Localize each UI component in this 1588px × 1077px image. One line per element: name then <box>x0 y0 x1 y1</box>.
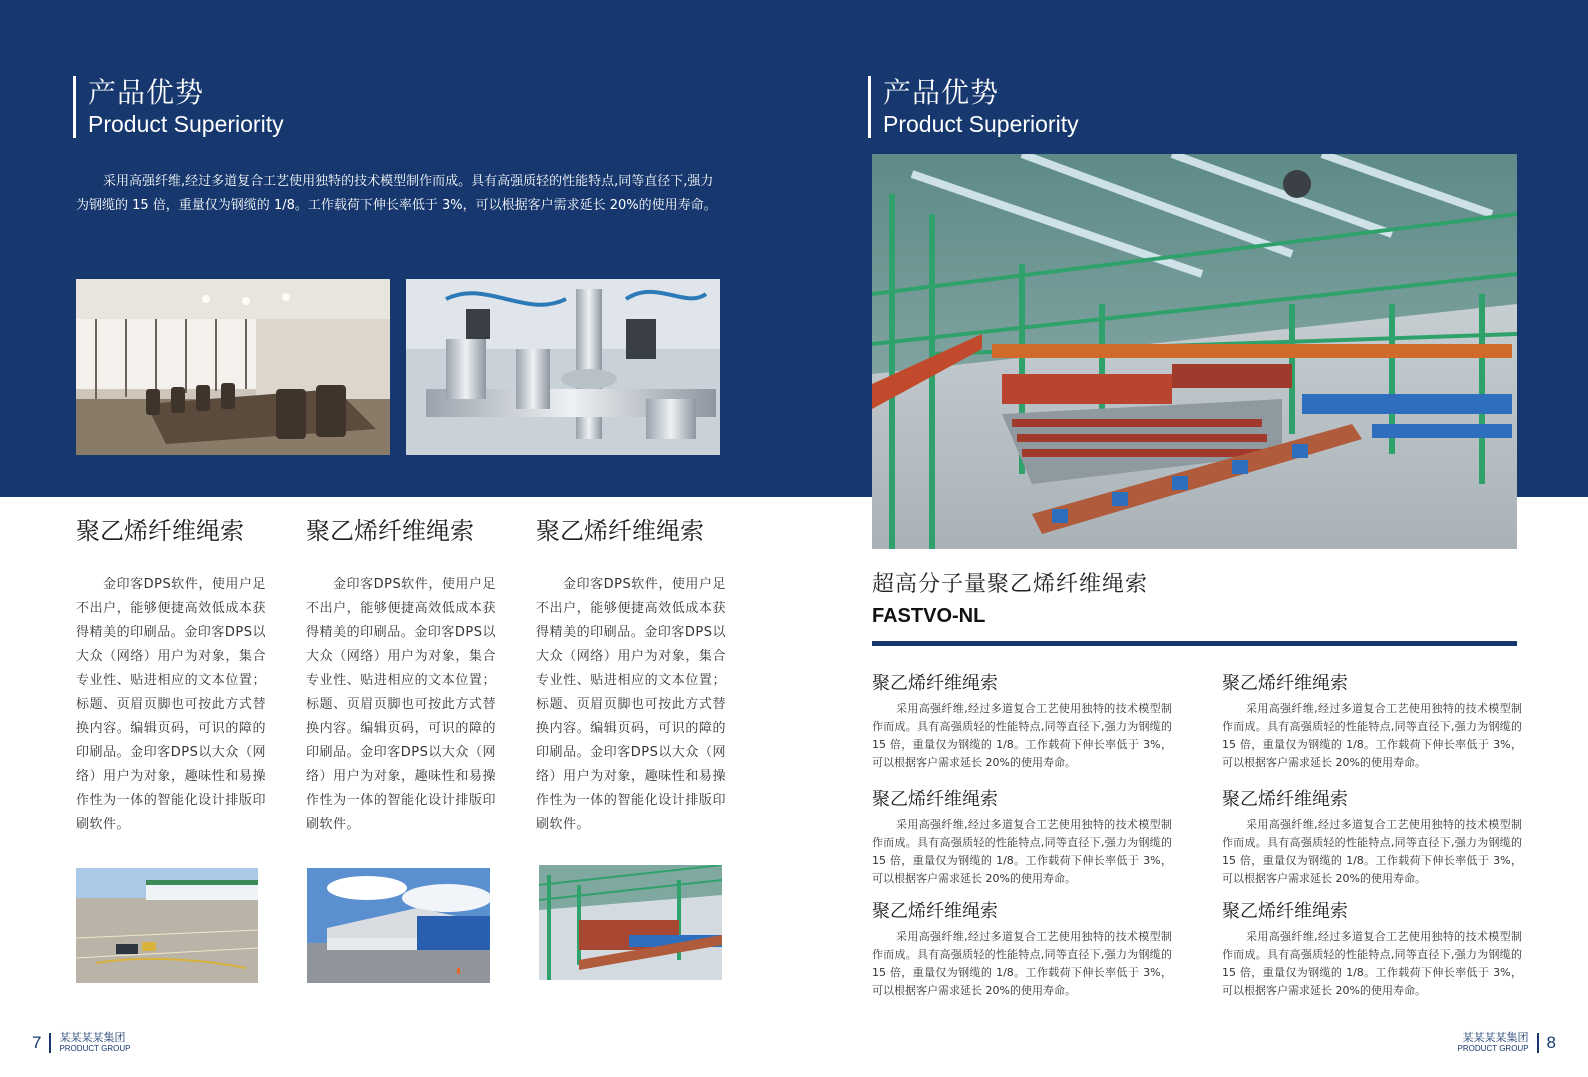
column-body: 金印客DPS软件，使用户足不出户，能够便捷高效低成本获得精美的印刷品。金印客DPS以大众（网络）用户为对象，集合专业性、贴进相应的文本位置；标题、页眉页脚也可按此方式替换内容。编辑页码，可识的障的印刷品。金印客DPS以大众（网络）用户为对象，趣味性和易操作性为一体的智能化设计排版印刷软件。 <box>536 577 726 832</box>
feature-heading: 聚乙烯纤维绳索 <box>1222 901 1348 922</box>
factory-thumbnail <box>539 865 722 980</box>
feature-heading: 聚乙烯纤维绳索 <box>872 901 998 922</box>
factory-main-photo <box>872 154 1517 549</box>
feature-block <box>872 788 1172 888</box>
feature-block <box>872 900 1172 1000</box>
conference-room-photo <box>76 279 390 455</box>
feature-body: 采用高强纤维,经过多道复合工艺使用独特的技术模型制作而成。具有高强质轻的性能特点,同等直径下,强力为钢缆的 15 倍，重量仅为钢缆的 1/8。工作载荷下伸长率低于 3%，可以根据客户需求延长 20%的使用寿命。 <box>872 702 1172 769</box>
footer-brand-zh: 某某某某集团 <box>59 1031 126 1044</box>
airport-thumbnail <box>76 868 258 983</box>
feature-block <box>872 672 1172 772</box>
left-section-title-zh: 产品优势 <box>88 76 205 109</box>
right-section-title-zh: 产品优势 <box>883 76 1000 109</box>
column-heading: 聚乙烯纤维绳索 <box>306 517 474 545</box>
page-number: 7 <box>32 1033 42 1052</box>
footer-brand-zh: 某某某某集团 <box>1462 1031 1529 1044</box>
left-column-1 <box>76 515 266 837</box>
feature-heading: 聚乙烯纤维绳索 <box>1222 673 1348 694</box>
column-heading: 聚乙烯纤维绳索 <box>536 517 704 545</box>
feature-body: 采用高强纤维,经过多道复合工艺使用独特的技术模型制作而成。具有高强质轻的性能特点,同等直径下,强力为钢缆的 15 倍，重量仅为钢缆的 1/8。工作载荷下伸长率低于 3%，可以根据客户需求延长 20%的使用寿命。 <box>1222 930 1522 997</box>
footer-divider <box>1537 1033 1539 1053</box>
footer-divider <box>49 1033 51 1053</box>
column-body: 金印客DPS软件，使用户足不出户，能够便捷高效低成本获得精美的印刷品。金印客DPS以大众（网络）用户为对象，集合专业性、贴进相应的文本位置；标题、页眉页脚也可按此方式替换内容。编辑页码，可识的障的印刷品。金印客DPS以大众（网络）用户为对象，趣味性和易操作性为一体的智能化设计排版印刷软件。 <box>306 577 496 832</box>
feature-heading: 聚乙烯纤维绳索 <box>872 789 998 810</box>
feature-heading: 聚乙烯纤维绳索 <box>1222 789 1348 810</box>
left-section-title <box>73 76 284 138</box>
footer-brand <box>59 1032 130 1054</box>
machinery-photo <box>406 279 720 455</box>
feature-heading: 聚乙烯纤维绳索 <box>872 673 998 694</box>
page-number: 8 <box>1546 1033 1556 1052</box>
feature-body: 采用高强纤维,经过多道复合工艺使用独特的技术模型制作而成。具有高强质轻的性能特点,同等直径下,强力为钢缆的 15 倍，重量仅为钢缆的 1/8。工作载荷下伸长率低于 3%，可以根据客户需求延长 20%的使用寿命。 <box>872 818 1172 885</box>
column-body: 金印客DPS软件，使用户足不出户，能够便捷高效低成本获得精美的印刷品。金印客DPS以大众（网络）用户为对象，集合专业性、贴进相应的文本位置；标题、页眉页脚也可按此方式替换内容。编辑页码，可识的障的印刷品。金印客DPS以大众（网络）用户为对象，趣味性和易操作性为一体的智能化设计排版印刷软件。 <box>76 577 266 832</box>
feature-body: 采用高强纤维,经过多道复合工艺使用独特的技术模型制作而成。具有高强质轻的性能特点,同等直径下,强力为钢缆的 15 倍，重量仅为钢缆的 1/8。工作载荷下伸长率低于 3%，可以根据客户需求延长 20%的使用寿命。 <box>1222 702 1522 769</box>
right-section-title <box>868 76 1079 138</box>
column-heading: 聚乙烯纤维绳索 <box>76 517 244 545</box>
footer-brand-en: PRODUCT GROUP <box>1457 1044 1529 1053</box>
feature-body: 采用高强纤维,经过多道复合工艺使用独特的技术模型制作而成。具有高强质轻的性能特点,同等直径下,强力为钢缆的 15 倍，重量仅为钢缆的 1/8。工作载荷下伸长率低于 3%，可以根据客户需求延长 20%的使用寿命。 <box>872 930 1172 997</box>
left-intro-paragraph: 采用高强纤维,经过多道复合工艺使用独特的技术模型制作而成。具有高强质轻的性能特点,同等直径下,强力为钢缆的 15 倍，重量仅为钢缆的 1/8。工作载荷下伸长率低于 3%，可以根据客户需求延长 20%的使用寿命。 <box>76 174 717 213</box>
left-column-2 <box>306 515 496 837</box>
feature-block <box>1222 672 1522 772</box>
feature-body: 采用高强纤维,经过多道复合工艺使用独特的技术模型制作而成。具有高强质轻的性能特点,同等直径下,强力为钢缆的 15 倍，重量仅为钢缆的 1/8。工作载荷下伸长率低于 3%，可以根据客户需求延长 20%的使用寿命。 <box>1222 818 1522 885</box>
feature-block <box>1222 900 1522 1000</box>
warehouse-thumbnail <box>307 868 490 983</box>
product-name-en: FASTVO-NL <box>872 605 986 627</box>
left-section-title-en: Product Superiority <box>88 111 284 137</box>
product-title <box>872 570 1148 630</box>
right-section-title-en: Product Superiority <box>883 111 1079 137</box>
footer-brand <box>1458 1032 1529 1054</box>
right-footer <box>1458 1032 1556 1054</box>
product-title-rule <box>872 641 1517 646</box>
footer-brand-en: PRODUCT GROUP <box>59 1044 131 1053</box>
feature-block <box>1222 788 1522 888</box>
left-column-3 <box>536 515 726 837</box>
product-name-zh: 超高分子量聚乙烯纤维绳索 <box>872 572 1149 597</box>
left-footer <box>32 1032 130 1054</box>
